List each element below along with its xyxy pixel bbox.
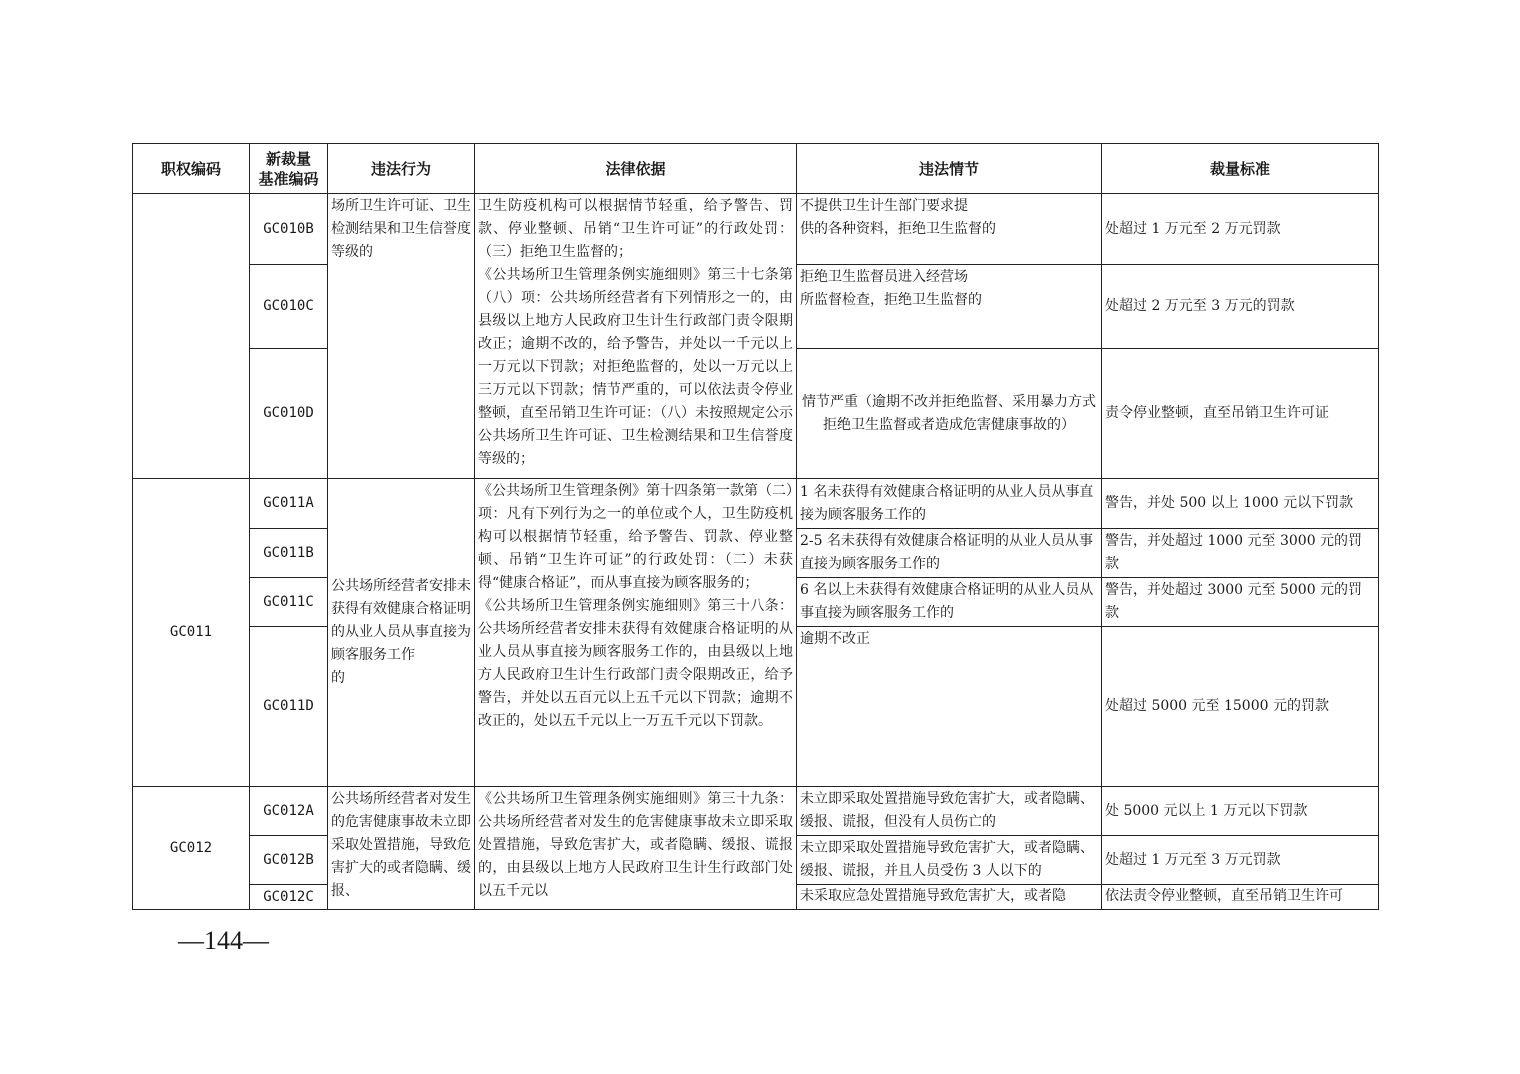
standard-cell: 处超过 1 万元至 2 万元罚款	[1102, 194, 1379, 265]
circumstance-cell: 情节严重（逾期不改并拒绝监督、采用暴力方式拒绝卫生监督或者造成危害健康事故的）	[797, 349, 1102, 479]
header-power-code: 职权编码	[133, 144, 250, 194]
table-row	[133, 194, 1379, 265]
circumstance-cell: 逾期不改正	[797, 627, 1102, 787]
legal-basis-cell: 卫生防疫机构可以根据情节轻重，给予警告、罚款、停业整顿、吊销“卫生许可证”的行政处罚：（三）拒绝卫生监督的； 《公共场所卫生管理条例实施细则》第三十七条第（八）项：公共场所经营者有下列情形之一的，由县级以上地方人民政府卫生计生行政部门责令限期改正；逾期不改的，给予警告，并处以一千元以上一万元以下罚款；对拒绝监督的，处以一万元以上三万元以下罚款；情节严重的，可以依法责令停业整顿，直至吊销卫生许可证：（八）未按照规定公示公共场所卫生许可证、卫生检测结果和卫生信誉度等级的；	[475, 194, 797, 479]
standard-cell: 处 5000 元以上 1 万元以下罚款	[1102, 787, 1379, 836]
power-code-cell: GC011	[133, 479, 250, 787]
circumstance-cell: 未立即采取处置措施导致危害扩大，或者隐瞒、缓报、谎报，并且人员受伤 3 人以下的	[797, 836, 1102, 885]
table-row	[133, 479, 1379, 529]
standard-cell: 警告，并处 500 以上 1000 元以下罚款	[1102, 479, 1379, 529]
circumstance-cell: 未采取应急处置措施导致危害扩大，或者隐	[797, 885, 1102, 910]
violation-cell: 公共场所经营者安排未获得有效健康合格证明的从业人员从事直接为顾客服务工作 的	[328, 479, 475, 787]
header-standard: 裁量标准	[1102, 144, 1379, 194]
circumstance-cell: 未立即采取处置措施导致危害扩大，或者隐瞒、缓报、谎报，但没有人员伤亡的	[797, 787, 1102, 836]
standard-cell: 责令停业整顿，直至吊销卫生许可证	[1102, 349, 1379, 479]
new-code-cell: GC012B	[250, 836, 328, 885]
new-code-cell: GC010B	[250, 194, 328, 265]
legal-basis-cell: 《公共场所卫生管理条例》第十四条第一款第（二）项：凡有下列行为之一的单位或个人，卫生防疫机构可以根据情节轻重，给予警告、罚款、停业整顿、吊销“卫生许可证”的行政处罚：（二）未获得“健康合格证”，而从事直接为顾客服务的； 《公共场所卫生管理条例实施细则》第三十八条：公共场所经营者安排未获得有效健康合格证明的从业人员从事直接为顾客服务工作的，由县级以上地方人民政府卫生计生行政部门责令限期改正，给予警告，并处以五百元以上五千元以下罚款；逾期不改正的，处以五千元以上一万五千元以下罚款。	[475, 479, 797, 787]
new-code-cell: GC011A	[250, 479, 328, 529]
new-code-cell: GC012C	[250, 885, 328, 910]
standard-cell: 警告，并处超过 3000 元至 5000 元的罚款	[1102, 578, 1379, 627]
header-circumstance: 违法情节	[797, 144, 1102, 194]
header-violation: 违法行为	[328, 144, 475, 194]
circumstance-cell: 不提供卫生计生部门要求提 供的各种资料，拒绝卫生监督的	[797, 194, 1102, 265]
header-legal-basis: 法律依据	[475, 144, 797, 194]
page-number: —144—	[178, 926, 269, 955]
new-code-cell: GC011B	[250, 529, 328, 578]
circumstance-cell: 1 名未获得有效健康合格证明的从业人员从事直接为顾客服务工作的	[797, 479, 1102, 529]
header-new-code: 新裁量 基准编码	[250, 144, 328, 194]
new-code-cell: GC011D	[250, 627, 328, 787]
standard-cell: 处超过 1 万元至 3 万元罚款	[1102, 836, 1379, 885]
power-code-cell: GC012	[133, 787, 250, 910]
power-code-cell-empty	[133, 194, 250, 479]
standard-cell: 处超过 5000 元至 15000 元的罚款	[1102, 627, 1379, 787]
table-row	[133, 787, 1379, 836]
violation-cell: 场所卫生许可证、卫生检测结果和卫生信誉度等级的	[328, 194, 475, 479]
standard-cell: 依法责令停业整顿，直至吊销卫生许可	[1102, 885, 1379, 910]
circumstance-cell: 拒绝卫生监督员进入经营场 所监督检查，拒绝卫生监督的	[797, 265, 1102, 349]
standard-cell: 处超过 2 万元至 3 万元的罚款	[1102, 265, 1379, 349]
circumstance-cell: 2-5 名未获得有效健康合格证明的从业人员从事直接为顾客服务工作的	[797, 529, 1102, 578]
penalty-standard-table	[132, 143, 1379, 910]
new-code-cell: GC010D	[250, 349, 328, 479]
new-code-cell: GC011C	[250, 578, 328, 627]
new-code-cell: GC010C	[250, 265, 328, 349]
circumstance-cell: 6 名以上未获得有效健康合格证明的从业人员从事直接为顾客服务工作的	[797, 578, 1102, 627]
legal-basis-cell: 《公共场所卫生管理条例实施细则》第三十九条：公共场所经营者对发生的危害健康事故未立即采取处置措施，导致危害扩大，或者隐瞒、缓报、谎报的，由县级以上地方人民政府卫生计生行政部门处以五千元以	[475, 787, 797, 910]
header-row	[133, 144, 1379, 194]
new-code-cell: GC012A	[250, 787, 328, 836]
standard-cell: 警告，并处超过 1000 元至 3000 元的罚款	[1102, 529, 1379, 578]
violation-cell: 公共场所经营者对发生的危害健康事故未立即采取处置措施，导致危害扩大的或者隐瞒、缓报、	[328, 787, 475, 910]
